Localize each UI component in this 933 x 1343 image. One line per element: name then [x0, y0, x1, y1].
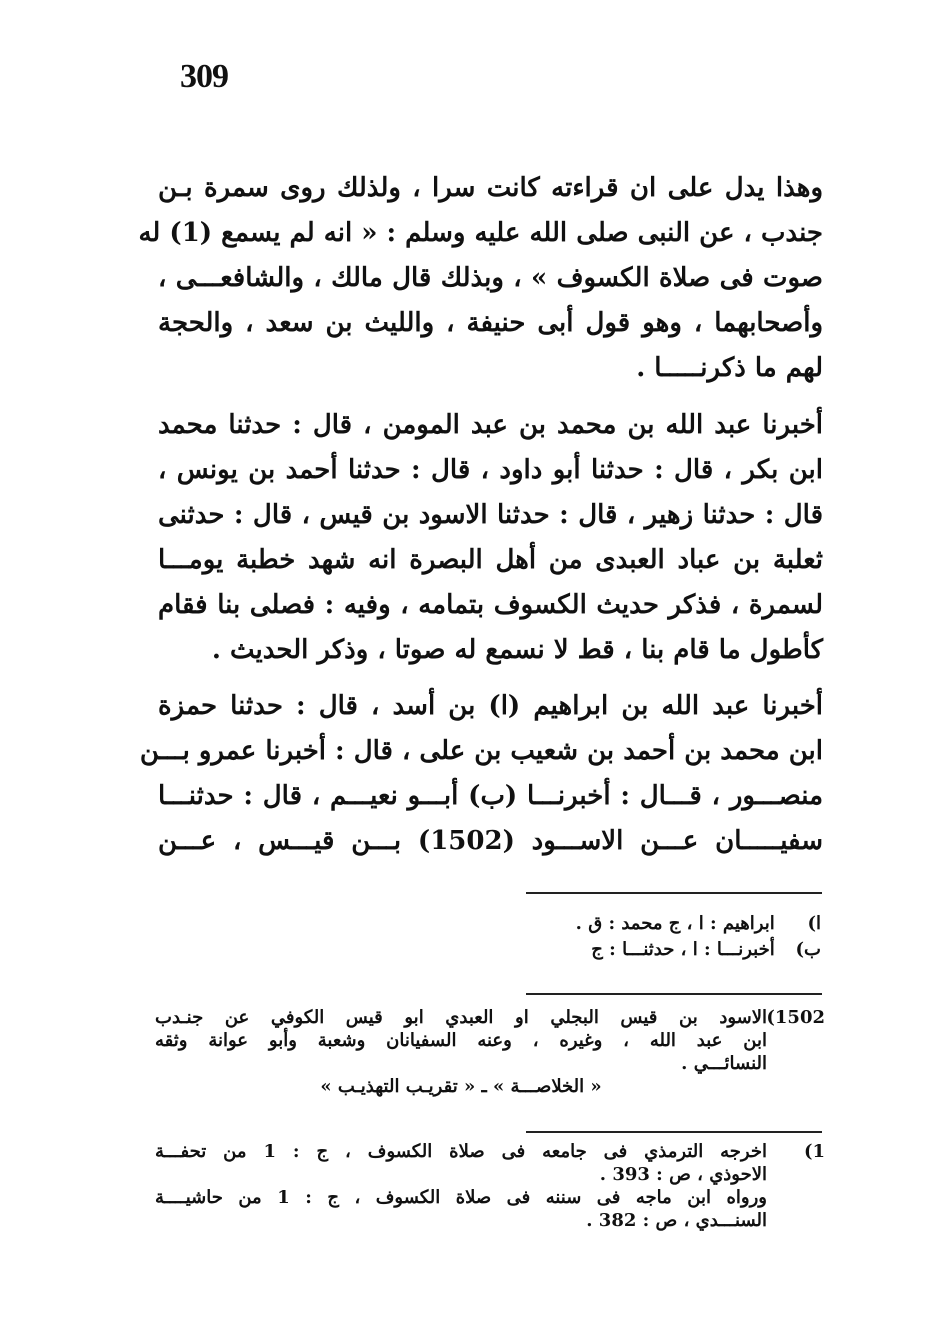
text-line: ثعلبة بن عباد العبدى من أهل البصرة انه شهد خطبة يومـــا: [158, 545, 823, 575]
footnote-line: الاسود بن قيس البجلي او العبدي ابو قيس الكوفي عن جنـدب: [155, 1007, 767, 1028]
footnote-divider: [526, 993, 822, 995]
footnote-source-line: « الخلاصـــة » ـ « تقريـب التهذيـب »: [320, 1076, 602, 1097]
footnote-marker: 1502): [766, 1007, 825, 1028]
text-line: سفيـــــان عـــن الاســـود (1502) بـــن قيـــس ، عـــن: [158, 826, 823, 856]
text-line: لسمرة ، فذكر حديث الكسوف بتمامه ، وفيه : فصلى بنا فقام: [158, 590, 823, 620]
text-line: ابن بكر ، قال : حدثنا أبو داود ، قال : حدثنا أحمد بن يونس ،: [158, 455, 823, 485]
text-line: ابن محمد بن أحمد بن شعيب بن على ، قال : أخبرنا عمرو بـــن: [139, 736, 823, 766]
body-paragraph-2: [158, 403, 823, 673]
text-line: صوت فى صلاة الكسوف » ، وبذلك قال مالك ، والشافعـــى ،: [158, 263, 823, 293]
text-line: كأطول ما قام بنا ، قط لا نسمع له صوتا ، وذكر الحديث .: [211, 635, 823, 665]
text-line: قال : حدثنا زهير ، قال : حدثنا الاسود بن قيس ، قال : حدثنى: [158, 500, 823, 530]
footnote-line: ورواه ابن ماجه فى سننه فى صلاة الكسوف ، ج : 1 من حاشيــــة: [155, 1187, 768, 1208]
footnote-line: السنـــدي ، ص : 382 .: [586, 1210, 767, 1231]
footnote-line: الاحوذي ، ص : 393 .: [599, 1164, 767, 1185]
footnote-marker: 1): [803, 1141, 825, 1162]
footnote-text: ابراهيم : ا ، ج محمد : ق .: [575, 913, 775, 934]
footnote-divider: [526, 892, 822, 894]
text-line: منصـــور ، قـــال : أخبرنـــا (ب) أبـــو نعيـــم ، قال : حدثنـــا: [158, 781, 823, 811]
page-number: 309: [180, 58, 228, 95]
text-line: أخبرنا عبد الله بن محمد بن عبد المومن ، قال : حدثنا محمد: [158, 410, 823, 440]
text-line: جندب ، عن النبى صلى الله عليه وسلم : « انه لم يسمع (1) له: [138, 218, 823, 248]
footnote-1: [155, 1140, 825, 1232]
footnote-line: ابن عبد الله ، وغيره ، وعنه السفيانان وشعبة وأبو عوانة وثقه: [155, 1030, 767, 1051]
text-line: وأصحابهما ، وهو قول أبى حنيفة ، والليث بن سعد ، والحجة: [158, 308, 823, 338]
text-line: وهذا يدل على ان قراءته كانت سرا ، ولذلك روى سمرة بـن: [158, 173, 823, 203]
footnote-marker: ب): [795, 939, 821, 960]
body-paragraph-1: [138, 166, 823, 391]
footnote-marker: ا): [807, 913, 821, 934]
footnote-line: النسائـــي .: [681, 1053, 767, 1074]
text-line: لهم ما ذكرنـــــا .: [636, 353, 823, 383]
variant-footnote-a: [576, 912, 821, 936]
footnote-line: اخرجه الترمذي فى جامعه فى صلاة الكسوف ، ج : 1 من تحفـــة: [155, 1141, 767, 1162]
footnote-text: أخبرنـــا : ا ، حدثنـــا : ج: [591, 939, 775, 960]
footnote-1502: [155, 1006, 825, 1098]
text-line: أخبرنا عبد الله بن ابراهيم (ا) بن أسد ، قال : حدثنا حمزة: [158, 691, 823, 721]
footnote-divider: [526, 1131, 822, 1133]
variant-footnote-b: [591, 938, 821, 962]
body-paragraph-3: [139, 684, 823, 864]
